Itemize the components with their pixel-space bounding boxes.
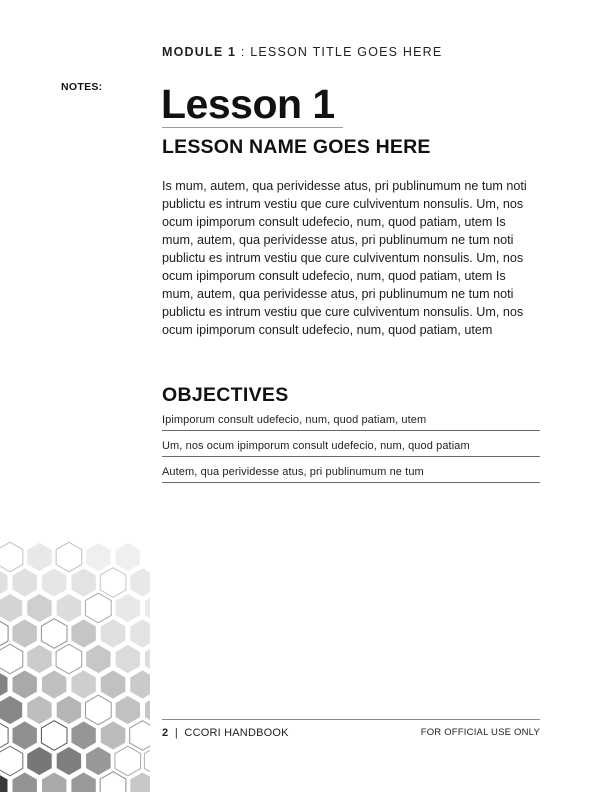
hexagon-tile	[115, 695, 141, 725]
module-lesson-title: LESSON TITLE GOES HERE	[250, 45, 443, 59]
hexagon-tile	[56, 542, 82, 572]
hexagon-tile	[115, 542, 141, 572]
hexagon-tile	[27, 593, 53, 623]
handbook-name: CCORI HANDBOOK	[184, 727, 289, 739]
hexagon-tile	[144, 593, 150, 623]
hexagon-tile	[86, 746, 112, 776]
hexagon-tile	[144, 746, 150, 776]
notes-label: NOTES:	[61, 81, 103, 93]
hexagon-tile	[0, 568, 8, 598]
hexagon-tile	[71, 619, 97, 649]
hexagon-tile	[0, 542, 23, 572]
page-number: 2	[162, 727, 169, 739]
objective-item: Autem, qua perividesse atus, pri publinumum ne tum	[162, 458, 540, 483]
objectives-list	[162, 406, 540, 483]
hexagon-tile	[100, 772, 126, 792]
hexagon-tile	[56, 746, 82, 776]
hexagon-tile	[56, 695, 82, 725]
objective-item: Um, nos ocum ipimporum consult udefecio, num, quod patiam	[162, 432, 540, 457]
hexagon-tile	[115, 644, 141, 674]
hexagon-tile	[144, 695, 150, 725]
hexagon-tile	[130, 619, 150, 649]
module-header	[162, 45, 442, 59]
footer-separator: |	[168, 727, 185, 739]
hexagon-tile	[100, 568, 126, 598]
footer-page-info	[162, 727, 289, 739]
hexagon-tile	[27, 746, 53, 776]
hexagon-tile	[0, 772, 8, 792]
hexagon-tile	[27, 644, 53, 674]
lesson-body-text: Is mum, autem, qua perividesse atus, pri publinumum ne tum noti publictu es intrum vestiu que cure culviventum nonsulis. Um, nos ocum ipimporum consult udefecio, num, quod patiam, utem Is mum, autem, qua perividesse atus, pri publinumum ne tum noti publictu es intrum vestiu que cure culviventum nonsulis. Um, nos ocum ipimporum consult udefecio, num, quod patiam, utem Is mum, autem, qua perividesse atus, pri publinumum ne tum noti publictu es intrum vestiu que cure culviventum nonsulis. Um, nos ocum ipimporum consult udefecio, num, quod patiam, utem	[162, 179, 527, 337]
hexagon-tile	[86, 644, 112, 674]
hexagon-tile	[86, 542, 112, 572]
hexagon-tile	[12, 721, 38, 751]
hexagon-tile	[0, 619, 8, 649]
hexagon-tile	[115, 746, 141, 776]
module-label: MODULE 1	[162, 45, 237, 59]
hexagon-tile	[12, 772, 38, 792]
classification-label: FOR OFFICIAL USE ONLY	[420, 727, 540, 738]
hexagon-pattern-icon	[0, 500, 150, 792]
hexagon-tile	[12, 619, 38, 649]
hexagon-tile	[71, 772, 97, 792]
hexagon-tile	[27, 542, 53, 572]
hexagon-tile	[71, 721, 97, 751]
footer-rule	[162, 719, 540, 720]
hexagon-tile	[130, 772, 150, 792]
hexagon-tile	[86, 593, 112, 623]
objectives-heading: OBJECTIVES	[162, 384, 289, 406]
hexagon-tile	[130, 568, 150, 598]
hexagon-tile	[41, 670, 67, 700]
hexagon-tile	[56, 644, 82, 674]
hexagon-tile	[56, 593, 82, 623]
hexagon-tile	[0, 670, 8, 700]
hexagon-tile	[100, 619, 126, 649]
hexagon-tile	[130, 721, 150, 751]
hexagon-tile	[71, 670, 97, 700]
hexagon-tile	[41, 721, 67, 751]
hexagon-tile	[71, 568, 97, 598]
hexagon-tile	[144, 644, 150, 674]
hexagon-tile	[0, 593, 23, 623]
objective-item: Ipimporum consult udefecio, num, quod patiam, utem	[162, 406, 540, 431]
title-underline	[162, 127, 343, 128]
hexagon-tile	[86, 695, 112, 725]
hexagon-tile	[115, 593, 141, 623]
hexagon-tile	[41, 619, 67, 649]
hexagon-tile	[41, 568, 67, 598]
hexagon-tile	[0, 644, 23, 674]
lesson-title: Lesson 1	[161, 81, 335, 127]
hexagon-tile	[130, 670, 150, 700]
hexagon-tile	[12, 670, 38, 700]
hexagon-tile	[41, 772, 67, 792]
hexagon-tile	[0, 695, 23, 725]
hexagon-tile	[0, 746, 23, 776]
module-separator: :	[236, 45, 251, 59]
hexagon-tile	[100, 721, 126, 751]
hexagon-tile	[27, 695, 53, 725]
hexagon-tile	[0, 721, 8, 751]
hexagon-tile	[100, 670, 126, 700]
lesson-name: LESSON NAME GOES HERE	[162, 136, 431, 158]
hexagon-tile	[12, 568, 38, 598]
